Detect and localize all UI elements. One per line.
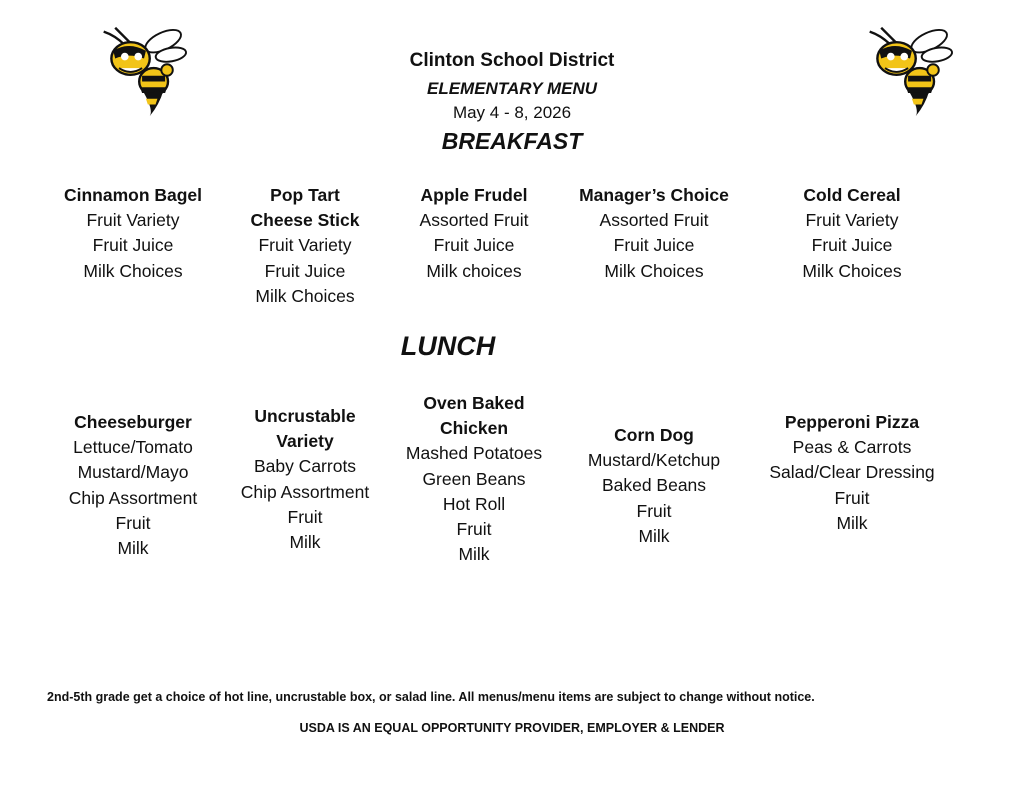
menu-subtitle: ELEMENTARY MENU [426,79,598,98]
lunch-side-item: Fruit [636,500,672,521]
lunch-day-3 [379,391,569,567]
lunch-side-item: Hot Roll [442,493,506,514]
breakfast-day-3 [379,183,569,284]
lunch-heading: LUNCH [400,331,496,361]
breakfast-main-item: Cinnamon Bagel [63,185,203,205]
breakfast-side-item: Fruit Variety [805,210,899,231]
lunch-main-item: Corn Dog [614,425,694,445]
lunch-side-item: Baked Beans [601,475,707,496]
lunch-side-item: Fruit [115,512,151,533]
lunch-side-item: Lettuce/Tomato [73,437,193,458]
usda-statement: USDA IS AN EQUAL OPPORTUNITY PROVIDER, EMPLOYER & LENDER [299,721,725,735]
lunch-main-item: Cheeseburger [74,412,192,432]
breakfast-side-item: Fruit Juice [811,235,893,256]
lunch-side-item: Mustard/Ketchup [587,450,721,471]
breakfast-side-item: Milk Choices [255,285,355,306]
breakfast-side-item: Fruit Variety [258,235,352,256]
lunch-day-4 [559,423,749,549]
lunch-side-item: Fruit [834,487,870,508]
lunch-side-item: Green Beans [422,468,526,489]
breakfast-side-item: Milk Choices [802,260,902,281]
breakfast-day-1 [38,183,228,284]
lunch-side-item: Baby Carrots [253,456,357,477]
breakfast-heading: BREAKFAST [441,128,583,154]
menu-footnote: 2nd-5th grade get a choice of hot line, uncrustable box, or salad line. All menus/menu items are subject to change without notice. [47,690,815,704]
lunch-main-item: Pepperoni Pizza [784,412,920,432]
lunch-main-item: Chicken [439,418,509,439]
lunch-main-item: Oven Baked [423,393,525,413]
breakfast-day-2 [210,183,400,309]
breakfast-main-item: Manager’s Choice [579,185,729,205]
lunch-side-item: Milk [836,512,868,533]
lunch-day-1 [38,410,228,561]
lunch-main-item: Uncrustable [254,406,356,426]
lunch-main-item: Variety [276,431,334,452]
lunch-side-item: Mashed Potatoes [405,443,543,464]
lunch-day-2 [210,404,400,555]
lunch-side-item: Fruit [456,519,492,540]
lunch-side-item: Milk [117,538,149,559]
breakfast-side-item: Milk Choices [604,260,704,281]
breakfast-side-item: Fruit Juice [92,235,174,256]
lunch-side-item: Fruit [287,506,323,527]
district-title: Clinton School District [409,50,615,71]
breakfast-main-item: Cheese Stick [250,210,360,231]
lunch-side-item: Salad/Clear Dressing [769,462,935,483]
breakfast-side-item: Milk Choices [83,260,183,281]
breakfast-main-item: Pop Tart [270,185,340,205]
lunch-side-item: Milk [458,544,490,565]
lunch-side-item: Milk [289,532,321,553]
breakfast-day-4 [559,183,749,284]
menu-dates: May 4 - 8, 2026 [452,103,572,122]
breakfast-side-item: Assorted Fruit [599,210,709,231]
breakfast-day-5 [757,183,947,284]
breakfast-side-item: Fruit Juice [264,260,346,281]
lunch-side-item: Peas & Carrots [792,437,912,458]
lunch-side-item: Milk [638,525,670,546]
lunch-side-item: Mustard/Mayo [77,462,189,483]
lunch-side-item: Chip Assortment [68,487,198,508]
lunch-side-item: Chip Assortment [240,481,370,502]
breakfast-side-item: Fruit Juice [613,235,695,256]
breakfast-side-item: Milk choices [426,260,522,281]
breakfast-side-item: Assorted Fruit [419,210,529,231]
breakfast-side-item: Fruit Juice [433,235,515,256]
breakfast-main-item: Apple Frudel [420,185,528,205]
breakfast-main-item: Cold Cereal [803,185,901,205]
breakfast-side-item: Fruit Variety [86,210,180,231]
lunch-day-5 [757,410,947,536]
